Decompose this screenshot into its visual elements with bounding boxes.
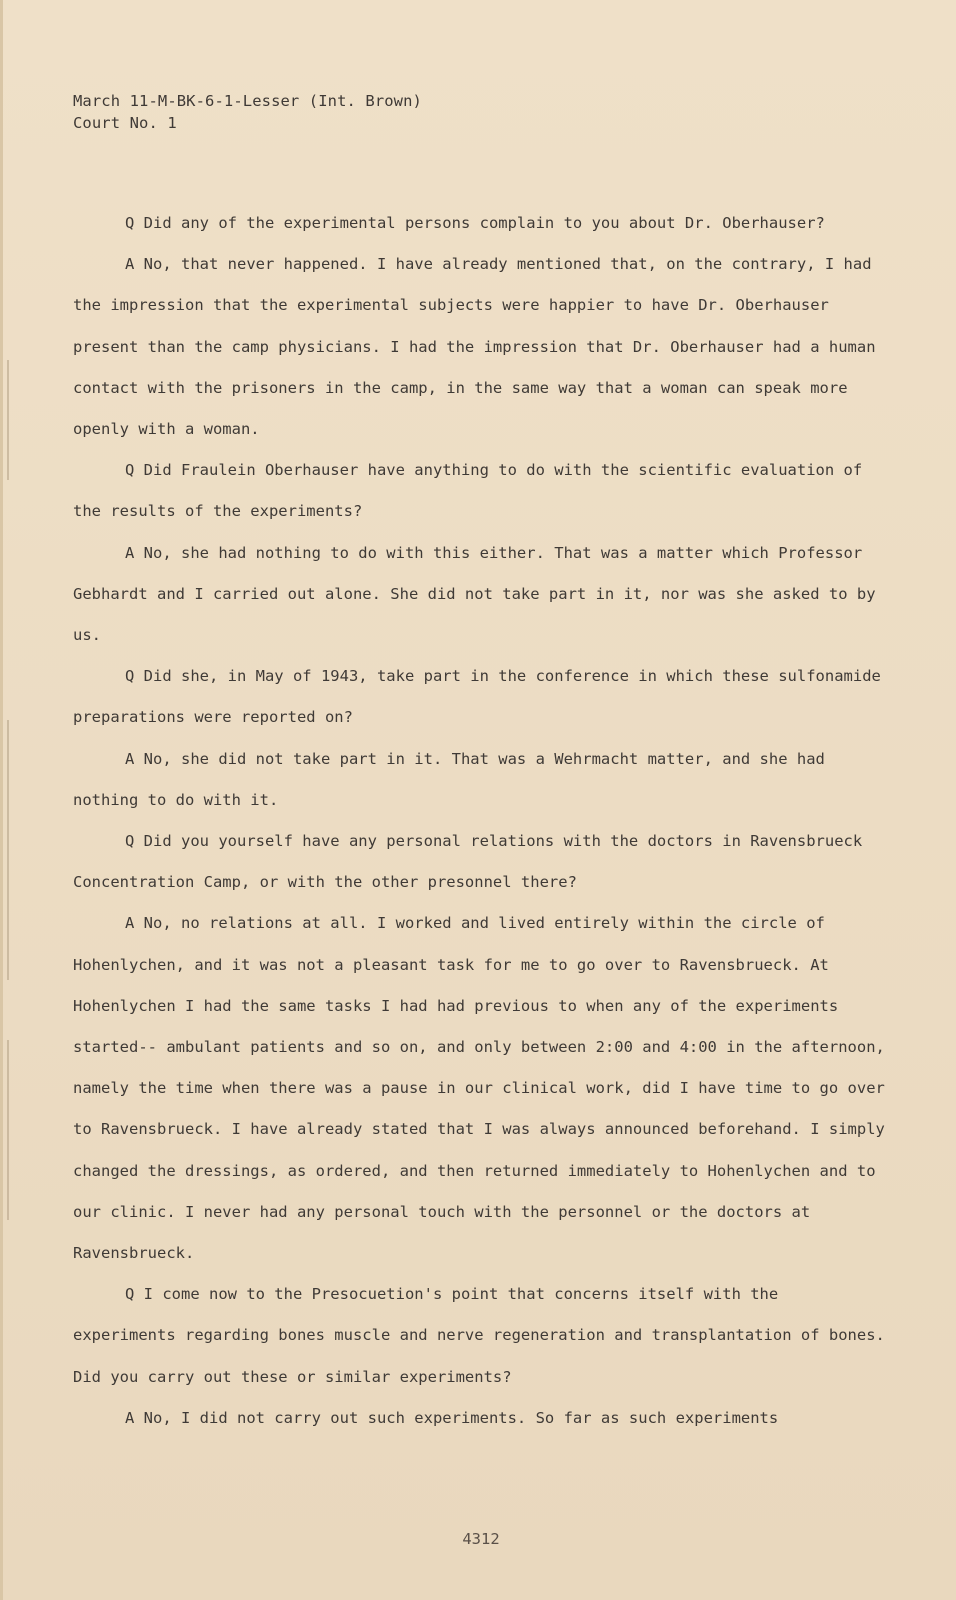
transcript-question: Q Did Fraulein Oberhauser have anything to do with the scientific evaluation of the results of the experiments? — [73, 461, 863, 521]
header-reference-line: March 11-M-BK-6-1-Lesser (Int. Brown) — [73, 92, 422, 110]
transcript-answer: A No, no relations at all. I worked and lived entirely within the circle of Hohenlychen, and it was not a pleasant task for me to go over to Ravensbrueck. At Hohenlychen I had the same tasks I had had previous to when any of the experiments started-- ambulant patients and so on, and only between 2:00 and 4:00 in the afternoon, namely the time when there was a pause in our clinical work, did I have time to go over to Ravensbrueck. I have already stated that I was always announced beforehand. I simply changed the dressings, as ordered, and then returned immediately to Hohenlychen and to our clinic. I never had any personal touch with the personnel or the doctors at Ravensbrueck. — [73, 914, 885, 1263]
transcript-body — [73, 203, 888, 1439]
transcript-question: Q I come now to the Presocuetion's point that concerns itself with the experiments regarding bones muscle and nerve regeneration and transplantation of bones. Did you carry out these or similar experiments? — [73, 1285, 885, 1386]
transcript-answer: A No, I did not carry out such experiments. So far as such experiments — [125, 1408, 779, 1427]
transcript-question: Q Did any of the experimental persons complain to you about Dr. Oberhauser? — [125, 214, 825, 232]
header-court-line: Court No. 1 — [73, 114, 177, 132]
page-number: 4312 — [462, 1530, 500, 1548]
transcript-answer: A No, she had nothing to do with this either. That was a matter which Professor Gebhardt and I carried out alone. She did not take part in it, nor was she asked to by us. — [73, 543, 876, 645]
transcript-answer: A No, that never happened. I have already mentioned that, on the contrary, I had the impression that the experimental subjects were happier to have Dr. Oberhauser present than the camp physicians. I had the impression that Dr. Oberhauser had a human contact with the prisoners in the camp, in the same way that a woman can speak more openly with a woman. — [73, 255, 876, 439]
document-header — [73, 90, 422, 134]
transcript-answer: A No, she did not take part in it. That was a Wehrmacht matter, and she had nothing to do with it. — [73, 749, 825, 809]
edge-wear-mark — [7, 720, 9, 980]
transcript-question: Q Did she, in May of 1943, take part in the conference in which these sulfonamide preparations were reported on? — [73, 667, 881, 727]
edge-wear-mark — [7, 1040, 9, 1220]
transcript-question: Q Did you yourself have any personal relations with the doctors in Ravensbrueck Concentration Camp, or with the other presonnel there? — [73, 832, 863, 892]
edge-wear-mark — [7, 360, 9, 480]
